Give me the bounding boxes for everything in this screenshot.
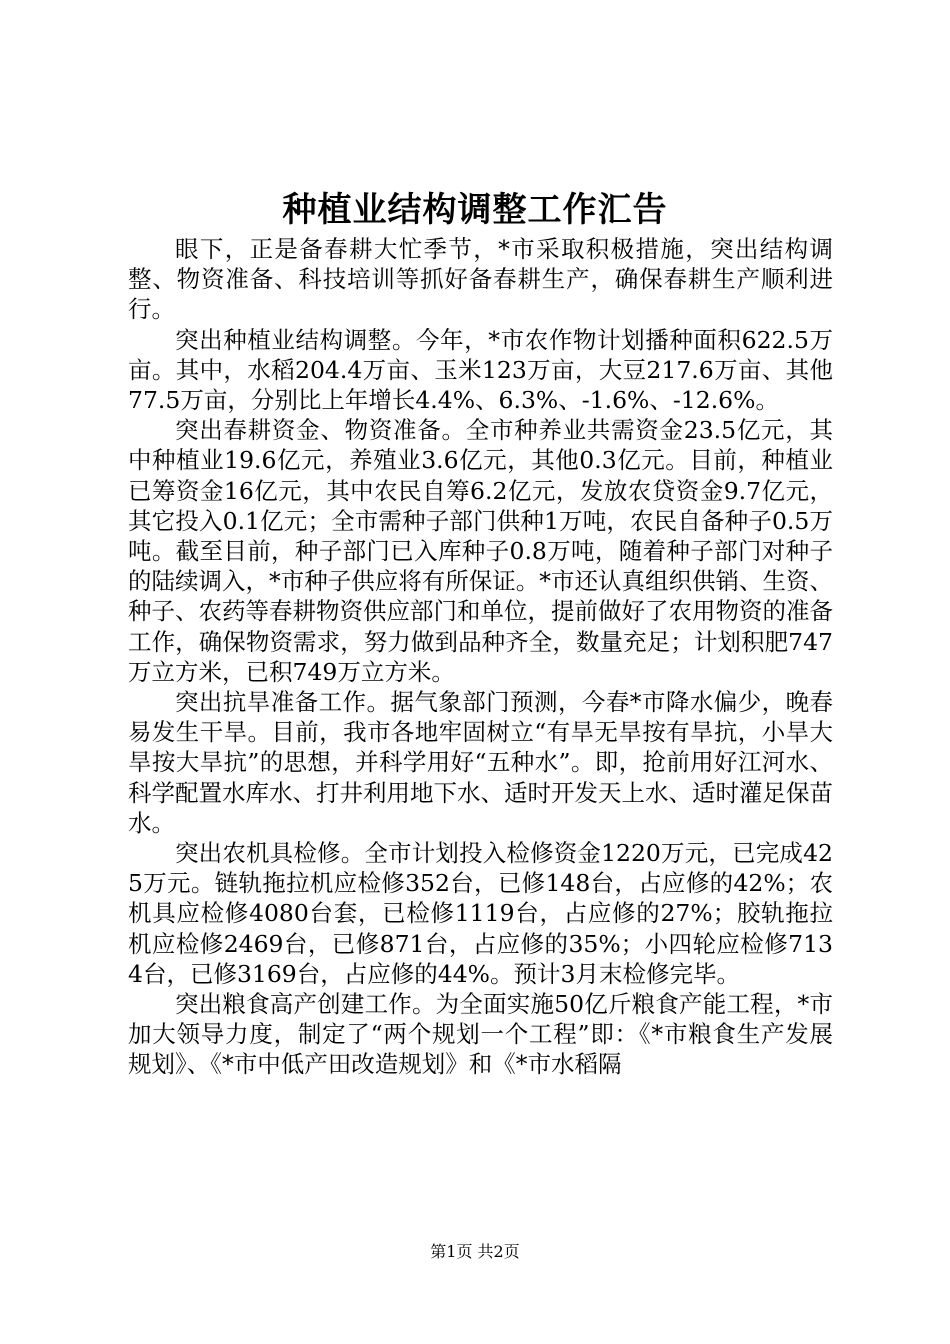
document-title: 种植业结构调整工作汇告 [282, 190, 668, 230]
paragraph-funds-materials: 突出春耕资金、物资准备。全市种养业共需资金23.5亿元，其中种植业19.6亿元，养殖业3.6亿元，其他0.3亿元。目前，种植业已筹资金16亿元，其中农民自筹6.2亿元，发放农贷资金9.7亿元，其它投入0.1亿元；全市需种子部门供种1万吨，农民自备种子0.5万吨。截至目前，种子部门已入库种子0.8万吨，随着种子部门对种子的陆续调入，*市种子供应将有所保证。*市还认真组织供销、生资、种子、农药等春耕物资供应部门和单位，提前做好了农用物资的准备工作，确保物资需求，努力做到品种齐全，数量充足；计划积肥747万立方米，已积749万立方米。 [128, 416, 833, 686]
page-total: 共2页 [477, 1242, 520, 1261]
paragraph-machinery-repair: 突出农机具检修。全市计划投入检修资金1220万元，已完成425万元。链轨拖拉机应检修352台，已修148台，占应修的42%；农机具应检修4080台套，已检修1119台，占应修的27%；胶轨拖拉机应检修2469台，已修871台，占应修的35%；小四轮应检修7134台，已修3169台，占应修的44%。预计3月末检修完毕。 [128, 839, 833, 988]
paragraph-drought-preparation: 突出抗旱准备工作。据气象部门预测，今春*市降水偏少，晚春易发生干旱。目前，我市各地牢固树立“有旱无旱按有旱抗，小旱大旱按大旱抗”的思想，并科学用好“五种水”。即，抢前用好江河水、科学配置水库水、打井利用地下水、适时开发天上水、适时灌足保苗水。 [128, 688, 833, 837]
document-body [128, 234, 833, 1080]
paragraph-intro: 眼下，正是备春耕大忙季节，*市采取积极措施，突出结构调整、物资准备、科技培训等抓好备春耕生产，确保春耕生产顺利进行。 [128, 235, 833, 324]
page-number: 第1页 [430, 1242, 473, 1261]
page-footer [0, 1240, 950, 1264]
paragraph-high-yield: 突出粮食高产创建工作。为全面实施50亿斤粮食产能工程，*市加大领导力度，制定了“两个规划一个工程”即：《*市粮食生产发展规划》、《*市中低产田改造规划》和《*市水稻隔 [128, 990, 833, 1079]
paragraph-structure-adjustment: 突出种植业结构调整。今年，*市农作物计划播种面积622.5万亩。其中，水稻204.4万亩、玉米123万亩，大豆217.6万亩、其他77.5万亩，分别比上年增长4.4%、6.3%、-1.6%、-12.6%。 [128, 325, 833, 415]
